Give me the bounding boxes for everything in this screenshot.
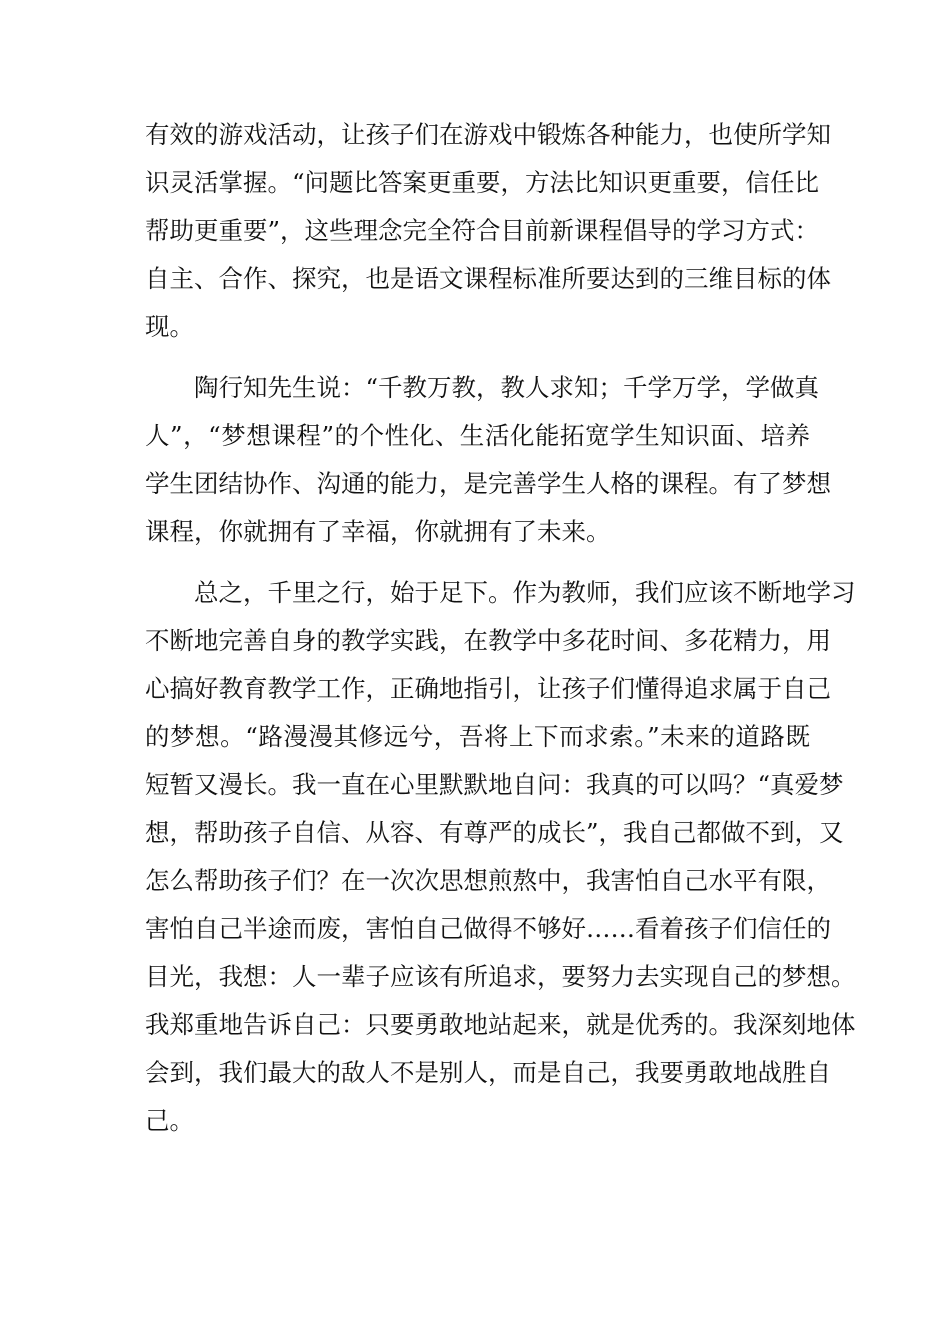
text-line: 心搞好教育教学工作，正确地指引，让孩子们懂得追求属于自己: [145, 674, 831, 703]
text-line: 目光，我想：人一辈子应该有所追求，要努力去实现自己的梦想。: [145, 962, 856, 991]
text-line: 会到，我们最大的敌人不是别人，而是自己，我要勇敢地战胜自: [145, 1058, 831, 1087]
paragraph-gap: [145, 351, 810, 364]
text-line: 短暂又漫长。我一直在心里默默地自问：我真的可以吗？“真爱梦: [145, 770, 844, 799]
text-line: 帮助更重要”，这些理念完全符合目前新课程倡导的学习方式：: [145, 216, 820, 245]
text-line: 不断地完善自身的教学实践，在教学中多花时间、多花精力，用: [145, 626, 831, 655]
text-line: 总之，千里之行，始于足下。作为教师，我们应该不断地学习: [145, 578, 856, 607]
text-line: 识灵活掌握。“问题比答案更重要，方法比知识更重要，信任比: [145, 168, 820, 197]
text-line: 陶行知先生说：“千教万教，教人求知；千学万学，学做真: [145, 373, 820, 402]
text-line: 自主、合作、探究，也是语文课程标准所要达到的三维目标的体: [145, 264, 831, 293]
text-line: 现。: [145, 312, 194, 341]
text-line: 我郑重地告诉自己：只要勇敢地站起来，就是优秀的。我深刻地体: [145, 1010, 856, 1039]
paragraph: [145, 569, 856, 1145]
text-line: 有效的游戏活动，让孩子们在游戏中锻炼各种能力，也使所学知: [145, 120, 831, 149]
text-line: 人”，“梦想课程”的个性化、生活化能拓宽学生知识面、培养: [145, 421, 810, 450]
paragraph: [145, 364, 831, 556]
text-line: 课程，你就拥有了幸福，你就拥有了未来。: [145, 517, 611, 546]
text-line: 想，帮助孩子自信、从容、有尊严的成长”，我自己都做不到，又: [145, 818, 844, 847]
text-line: 怎么帮助孩子们？在一次次思想煎熬中，我害怕自己水平有限，: [145, 866, 831, 895]
text-line: 学生团结协作、沟通的能力，是完善学生人格的课程。有了梦想: [145, 469, 831, 498]
paragraph-gap: [145, 556, 810, 569]
text-line: 己。: [145, 1106, 194, 1135]
text-line: 害怕自己半途而废，害怕自己做得不够好……看着孩子们信任的: [145, 914, 831, 943]
document-body: [145, 111, 856, 1145]
text-line: 的梦想。“路漫漫其修远兮，吾将上下而求索。”未来的道路既: [145, 722, 810, 751]
paragraph: [145, 111, 831, 351]
